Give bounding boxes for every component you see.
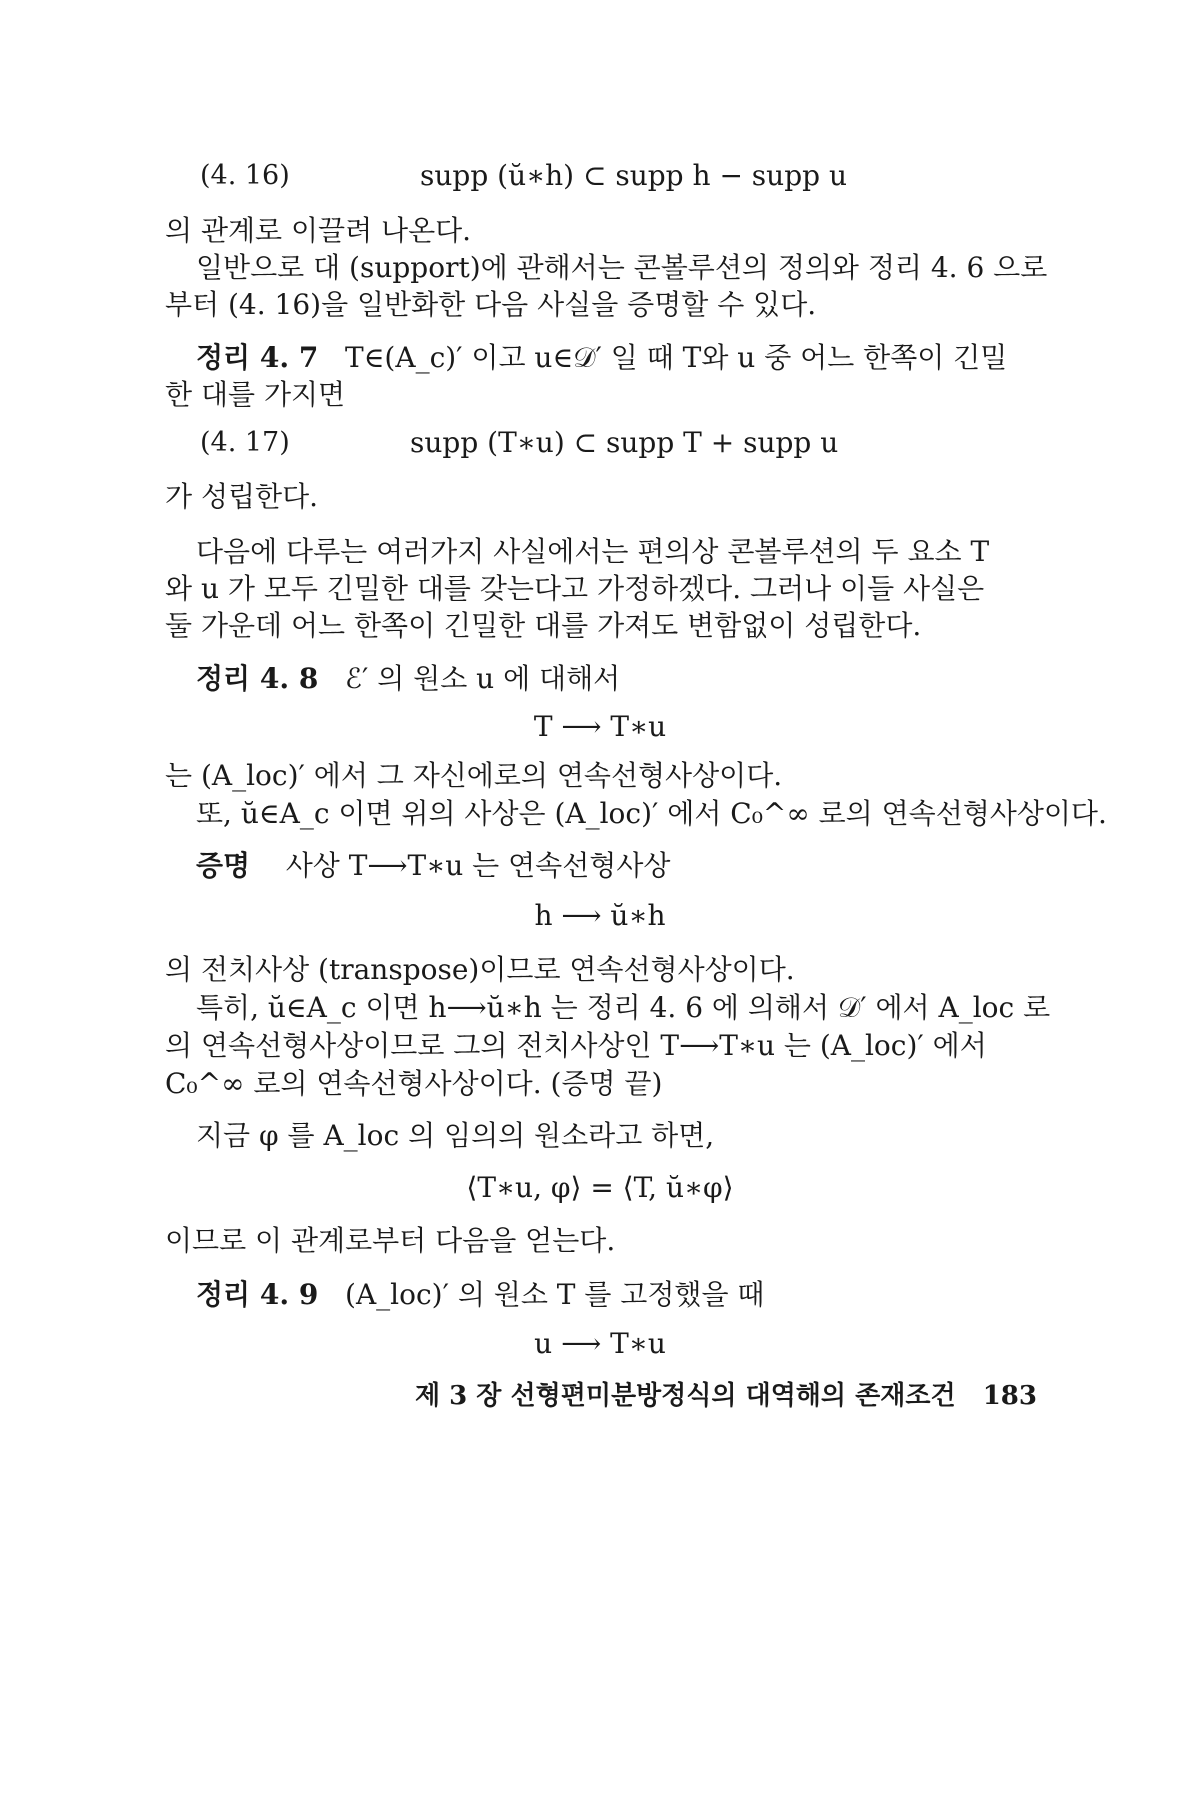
- paragraph-line: 의 관계로 이끌려 나온다.: [165, 214, 472, 247]
- equation-number: (4. 17): [200, 427, 290, 458]
- paragraph-line: 다음에 다루는 여러가지 사실에서는 편의상 콘볼루션의 두 요소 T: [196, 535, 990, 568]
- theorem-label: 정리 4. 8: [196, 662, 319, 695]
- theorem-text: ℰ′ 의 원소 u 에 대해서: [345, 662, 621, 695]
- proof-text: 사상 T⟶T∗u 는 연속선형사상: [285, 849, 671, 882]
- theorem-4-8: [196, 661, 620, 697]
- theorem-4-7: [196, 340, 1007, 376]
- paragraph-line: 일반으로 대 (support)에 관해서는 콘볼루션의 정의와 정리 4. 6 으로: [196, 251, 1048, 284]
- paragraph-line: 이므로 이 관계로부터 다음을 얻는다.: [165, 1224, 616, 1257]
- proof-start: [196, 848, 670, 884]
- paragraph-line: 둘 가운데 어느 한쪽이 긴밀한 대를 가져도 변함없이 성립한다.: [165, 609, 922, 642]
- equation-number: (4. 16): [200, 160, 290, 191]
- theorem-label: 정리 4. 7: [196, 341, 319, 374]
- chapter-title: 제 3 장 선형편미분방정식의 대역해의 존재조건: [415, 1381, 956, 1411]
- mapping-formula: h ⟶ ŭ∗h: [534, 899, 666, 932]
- theorem-text: T∈(A_c)′ 이고 u∈𝒟′ 일 때 T와 u 중 어느 한쪽이 긴밀: [345, 341, 1008, 374]
- paragraph-line: 한 대를 가지면: [165, 378, 346, 411]
- paragraph-line: 부터 (4. 16)을 일반화한 다음 사실을 증명할 수 있다.: [165, 288, 817, 321]
- paragraph-line: 의 전치사상 (transpose)이므로 연속선형사상이다.: [165, 953, 795, 986]
- mapping-formula: u ⟶ T∗u: [534, 1327, 666, 1360]
- paragraph-line: 또, ŭ∈A_c 이면 위의 사상은 (A_loc)′ 에서 C₀^∞ 로의 연속선형사상이다.: [196, 797, 1107, 830]
- paragraph-line: 는 (A_loc)′ 에서 그 자신에로의 연속선형사상이다.: [165, 759, 783, 792]
- paragraph-line: 가 성립한다.: [165, 480, 319, 513]
- theorem-4-9: [196, 1277, 764, 1313]
- equation-formula: supp (T∗u) ⊂ supp T + supp u: [410, 426, 839, 459]
- paragraph-line: C₀^∞ 로의 연속선형사상이다. (증명 끝): [165, 1067, 663, 1100]
- equation-formula: supp (ŭ∗h) ⊂ supp h − supp u: [420, 159, 847, 192]
- paragraph-line: 의 연속선형사상이므로 그의 전치사상인 T⟶T∗u 는 (A_loc)′ 에서: [165, 1029, 987, 1062]
- page-number: 183: [982, 1381, 1037, 1411]
- mapping-formula: T ⟶ T∗u: [533, 710, 667, 743]
- proof-label: 증명: [196, 849, 251, 882]
- theorem-label: 정리 4. 9: [196, 1278, 319, 1311]
- theorem-text: (A_loc)′ 의 원소 T 를 고정했을 때: [345, 1278, 765, 1311]
- paragraph-line: 지금 φ 를 A_loc 의 임의의 원소라고 하면,: [196, 1119, 715, 1152]
- pairing-formula: ⟨T∗u, φ⟩ = ⟨T, ŭ∗φ⟩: [466, 1171, 734, 1204]
- paragraph-line: 와 u 가 모두 긴밀한 대를 갖는다고 가정하겠다. 그러나 이들 사실은: [165, 572, 985, 605]
- page-footer: [415, 1378, 1037, 1414]
- paragraph-line: 특히, ŭ∈A_c 이면 h⟶ŭ∗h 는 정리 4. 6 에 의해서 𝒟′ 에서 A_loc 로: [196, 991, 1051, 1024]
